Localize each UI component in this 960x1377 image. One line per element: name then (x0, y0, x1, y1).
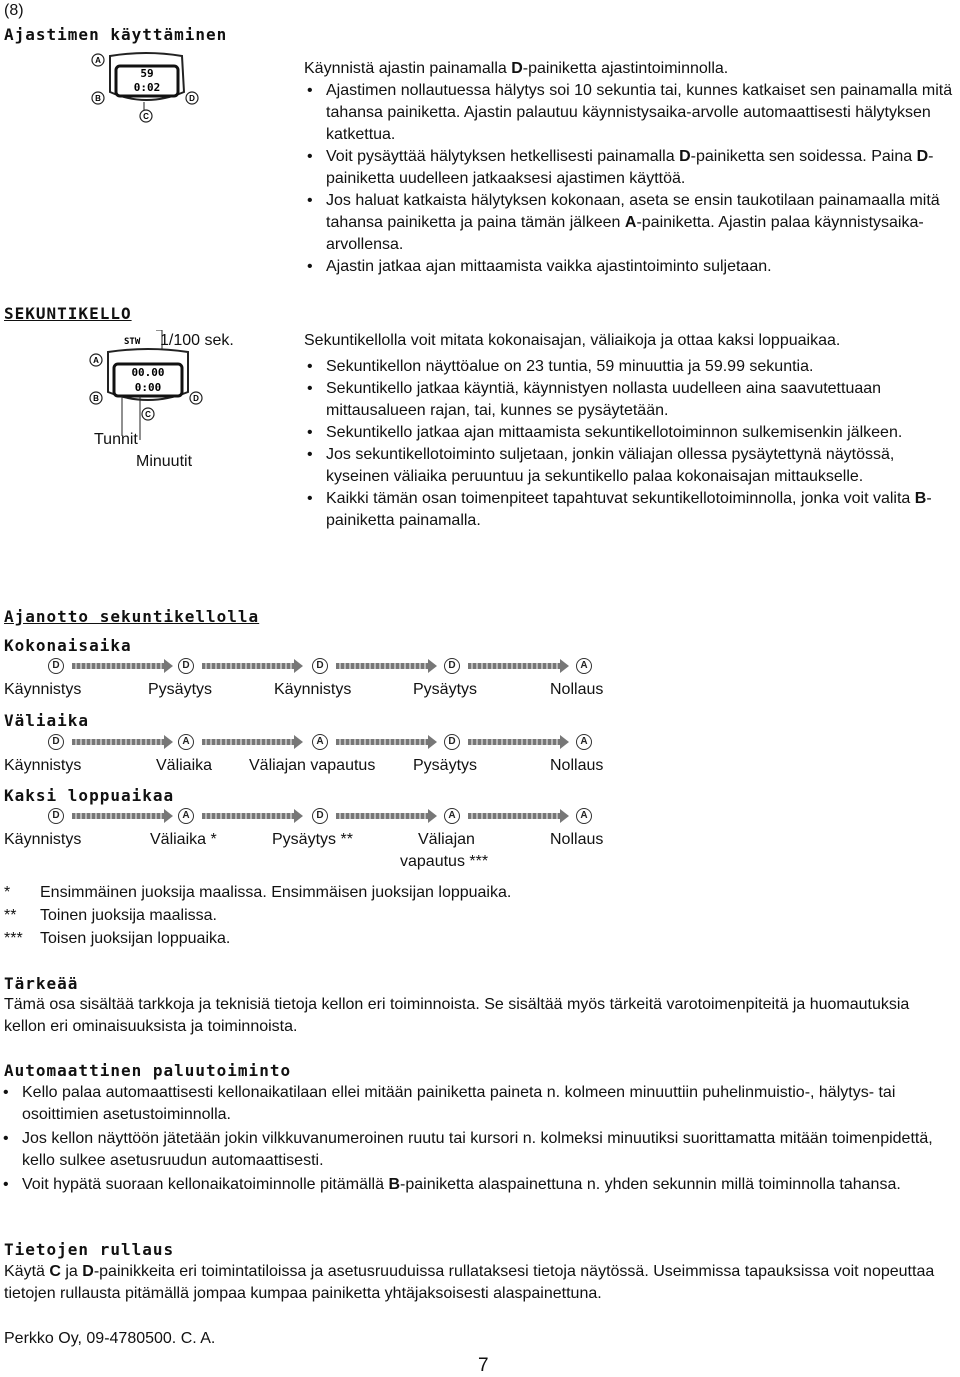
list-item: • Sekuntikello jatkaa käyntiä, käynnistyen nollasta uudelleen aina saavutettuaan mittausalueen rajan, tai, kunnes se pysäytetään. (304, 378, 954, 422)
button-d-icon: D (48, 734, 64, 750)
page-number: 7 (478, 1355, 489, 1376)
footnote-mark: ** (4, 907, 17, 924)
important-text: Tämä osa sisältää tarkkoja ja teknisiä tietoja kellon eri toiminnoista. Se sisältää myös tärkeitä varotoimenpiteitä ja huomautuksia kellon eri ominaisuuksista ja toiminnoista. (4, 996, 910, 1035)
watch-btn-b-label: B (95, 94, 101, 103)
button-a-icon: A (444, 808, 460, 824)
stopwatch-bullets (304, 356, 954, 532)
stopwatch-heading: SEKUNTIKELLO (4, 304, 132, 323)
arrow-right-icon (164, 659, 173, 673)
list-item: • Ajastin jatkaa ajan mittaamista vaikka ajastintoiminto suljetaan. (304, 256, 954, 278)
button-a-icon: A (576, 734, 592, 750)
arrow-right-icon (560, 735, 569, 749)
timer-intro: Käynnistä ajastin painamalla D-painiketta ajastintoiminnolla. (304, 60, 729, 77)
button-d-icon: D (48, 808, 64, 824)
list-item: • Voit pysäyttää hälytyksen hetkellisesti painamalla D-painiketta sen soidessa. Paina D-painiketta uudelleen jatkaaksesi ajastimen käyttöä. (304, 146, 954, 190)
scrolling-text: Käytä C ja D-painikkeita eri toimintatiloissa ja asetusruuduissa rullataksesi tietoja näytössä. Useimmissa tapauksissa voit nopeuttaa tietojen rullausta pitämällä jompaa kumpaa painiketta yhtäjaksoisesti alaspainettuna. (4, 1263, 935, 1302)
arrow-right-icon (164, 735, 173, 749)
split-label-5: Nollaus (550, 757, 604, 774)
split-label-2: Väliaika (156, 757, 213, 774)
split-label-1: Käynnistys (4, 757, 82, 774)
footnote-text: Ensimmäinen juoksija maalissa. Ensimmäisen juoksijan loppuaika. (40, 884, 512, 901)
two-finish-label-4-line2: vapautus *** (400, 853, 489, 870)
split-label-3: Väliajan vapautus (249, 757, 376, 774)
total-label-4: Pysäytys (413, 681, 478, 698)
arrow-right-icon (428, 735, 437, 749)
stopwatch-intro: Sekuntikellolla voit mitata kokonaisajan, väliaikoja ja ottaa kaksi loppuaikaa. (304, 332, 841, 349)
button-d-icon: D (444, 658, 460, 674)
footnote-mark: *** (4, 930, 23, 947)
list-item: • Jos sekuntikellotoiminto suljetaan, jonkin väliajan ollessa pysäytettynä näytössä, kyseinen väliaika peruuntuu ja sekuntikello palaa kokonaisajan mittaukselle. (304, 444, 954, 488)
two-finish-label-2: Väliaika * (150, 831, 217, 848)
scrolling-heading: Tietojen rullaus (4, 1240, 175, 1259)
watch-btn-a-label: A (93, 356, 99, 365)
watch-btn-b-label: B (93, 394, 99, 403)
auto-return-heading: Automaattinen paluutoiminto (4, 1061, 292, 1080)
footnote-mark: * (4, 884, 11, 901)
two-finish-label-1: Käynnistys (4, 831, 82, 848)
label-minutes: Minuutit (136, 453, 193, 470)
label-hours: Tunnit (94, 431, 138, 448)
auto-return-bullets (0, 1082, 950, 1196)
watch-lcd-top: 00.00 (131, 366, 165, 379)
split-label-4: Pysäytys (413, 757, 478, 774)
footer-company: Perkko Oy, 09-4780500. C. A. (4, 1330, 216, 1347)
timer-heading: Ajastimen käyttäminen (4, 25, 228, 44)
total-label-5: Nollaus (550, 681, 604, 698)
button-a-icon: A (312, 734, 328, 750)
total-heading: Kokonaisaika (4, 636, 132, 655)
button-d-icon: D (312, 808, 328, 824)
list-item: • Jos haluat katkaista hälytyksen kokonaan, aseta se ensin taukotilaan painamaalla mitä tahansa painiketta ja paina tämän jälkeen A-painiketta. Ajastin palaa käynnistysaika-arvollensa. (304, 190, 954, 256)
two-finish-label-4: Väliajan (418, 831, 475, 848)
watch-mode-label: STW (124, 337, 141, 347)
watch-lcd-bottom: 0:00 (134, 381, 162, 394)
arrow-right-icon (560, 659, 569, 673)
two-finish-label-3: Pysäytys ** (272, 831, 353, 848)
button-a-icon: A (576, 658, 592, 674)
timing-heading: Ajanotto sekuntikellolla (4, 607, 260, 626)
footnote-text: Toisen juoksijan loppuaika. (40, 930, 231, 947)
list-item: • Kaikki tämän osan toimenpiteet tapahtuvat sekuntikellotoiminnolla, jonka voit valita B-painiketta painamalla. (304, 488, 954, 532)
total-label-1: Käynnistys (4, 681, 82, 698)
arrow-right-icon (164, 809, 173, 823)
watch-lcd-bottom: 0:02 (133, 81, 161, 94)
watch-lcd-top: 59 (140, 67, 154, 80)
list-item: • Sekuntikellon näyttöalue on 23 tuntia, 59 minuuttia ja 59.99 sekuntia. (304, 356, 954, 378)
arrow-right-icon (428, 809, 437, 823)
label-hundredths: 1/100 sek. (160, 332, 234, 349)
list-item: • Voit hypätä suoraan kellonaikatoiminnolle pitämällä B-painiketta alaspainettuna n. yhden sekunnin millä toiminnolla tahansa. (0, 1174, 950, 1196)
important-heading: Tärkeää (4, 974, 79, 993)
footnote-text: Toinen juoksija maalissa. (40, 907, 217, 924)
watch-btn-a-label: A (95, 56, 101, 65)
button-d-icon: D (48, 658, 64, 674)
watch-btn-c-label: C (145, 410, 151, 419)
arrow-right-icon (294, 809, 303, 823)
button-a-icon: A (178, 808, 194, 824)
split-heading: Väliaika (4, 711, 90, 730)
two-finish-label-5: Nollaus (550, 831, 604, 848)
button-a-icon: A (576, 808, 592, 824)
list-item: • Kello palaa automaattisesti kellonaikatilaan ellei mitään painiketta paineta n. kolmeen minuuttiin puhelinmuistio-, hälytys- tai osoittimien asetustoiminnolla. (0, 1082, 950, 1126)
timer-watch-illustration (88, 52, 208, 126)
button-a-icon: A (178, 734, 194, 750)
watch-btn-c-label: C (143, 112, 149, 121)
total-label-3: Käynnistys (274, 681, 352, 698)
list-item: • Jos kellon näyttöön jätetään jokin vilkkuvanumeroinen ruutu tai kursori n. kolmeksi minuutiksi suorittamatta mitään toimenpidettä, kello sulkee asetusruudun automaattisesti. (0, 1128, 950, 1172)
button-d-icon: D (444, 734, 460, 750)
list-item: • Sekuntikello jatkaa ajan mittaamista sekuntikellotoiminnon sulkemisenkin jälkeen. (304, 422, 954, 444)
watch-btn-d-label: D (189, 94, 195, 103)
two-finish-heading: Kaksi loppuaikaa (4, 786, 175, 805)
watch-btn-d-label: D (193, 394, 199, 403)
arrow-right-icon (560, 809, 569, 823)
timer-bullets (304, 80, 954, 278)
arrow-right-icon (294, 659, 303, 673)
total-label-2: Pysäytys (148, 681, 213, 698)
button-d-icon: D (178, 658, 194, 674)
arrow-right-icon (294, 735, 303, 749)
page-label: (8) (4, 2, 24, 19)
button-d-icon: D (312, 658, 328, 674)
list-item: • Ajastimen nollautuessa hälytys soi 10 sekuntia tai, kunnes katkaiset sen painamalla mitä tahansa painiketta. Ajastin palautuu käynnistysaika-arvolle automaattisesti hälytyksen katkettua. (304, 80, 954, 146)
arrow-right-icon (428, 659, 437, 673)
